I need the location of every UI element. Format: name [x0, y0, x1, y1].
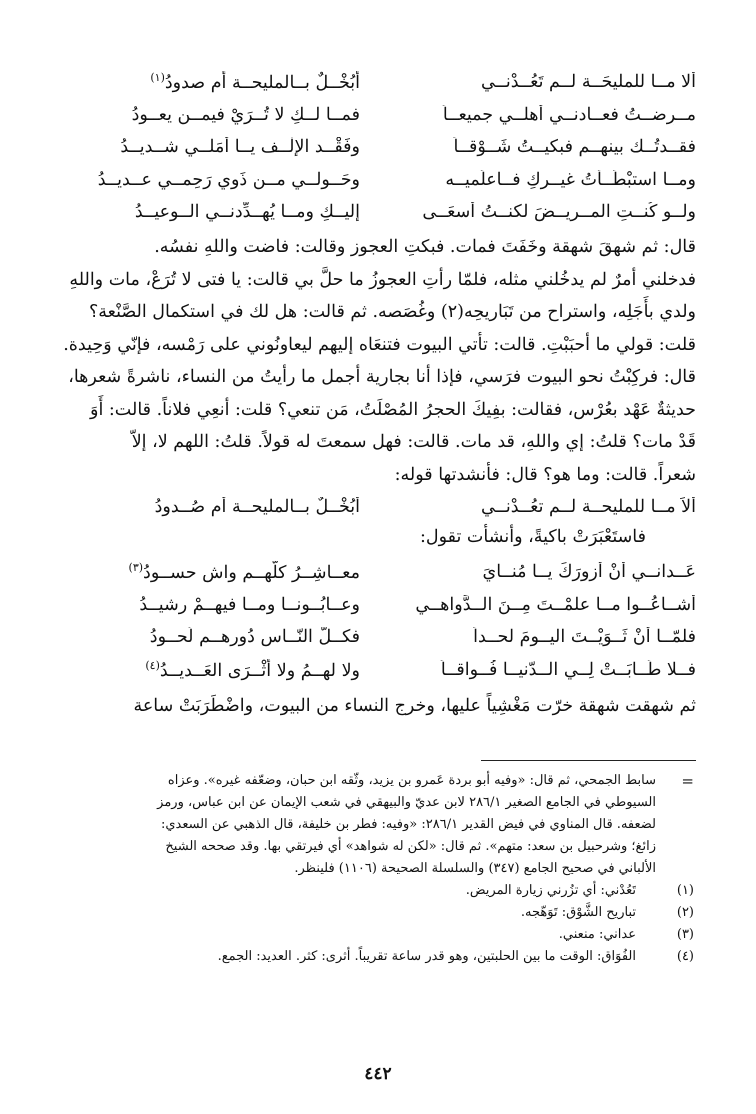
- verse-second-hemistich: [60, 595, 360, 615]
- verse-first-hemistich: فلمّــا أنْ ثَــوَيْــتَ اليــومَ لحــداً: [473, 627, 696, 648]
- footnote-item: [58, 902, 694, 924]
- verse-first-hemistich: ولــو كُنــتِ المــريــضَ لكنــتُ أسعَــى: [422, 202, 696, 223]
- footnote-text: الفُوَاق: الوقت ما بين الحلبتين، وهو قدر ساعة تقريباً. أثرى: كثر. العديد: الجمع.: [217, 949, 636, 964]
- footnote-text: تَعُدْني: أي تزُرني زيارة المريض.: [465, 883, 636, 898]
- verse-second-text: أبُخْــلٌ بــالمليحــة أم صدودُ: [164, 73, 360, 94]
- prose-line: فدخلني أمرٌ لم يدخُلني مثله، فلمّا رأتِ العجوزُ ما حلَّ بي قالت: يا فتى لا تُرَعْ، مات واللهِ: [69, 269, 696, 290]
- footnote-divider: [481, 760, 696, 761]
- verse: [60, 589, 696, 622]
- verse-first-hemistich: ألا مــا للمليحَــة لــم تَعُــدْنــي: [481, 72, 696, 93]
- continuation-line: السيوطي في الجامع الصغير ٢٨٦/١ لابن عديّ والبيهقي في شعب الإيمان عن ابن عباس، ورمز: [157, 795, 656, 810]
- verse-second-hemistich: [60, 659, 360, 681]
- prose-line: حديثةٌ عَهْد بعُرْس، فقالت: بفِيكَ الحجرُ المُصْلَتُ، مَن تنعي؟ قلت: أنعِي فلاناً. قالت: أَوَ: [90, 399, 696, 420]
- verse-second-hemistich: [60, 627, 360, 647]
- verse-second-hemistich: [60, 170, 360, 190]
- verse-second-hemistich: [60, 561, 360, 583]
- verse-second-text: فكــلُّ النّــاسِ دُورهــم لُحــودُ: [149, 627, 360, 648]
- footnote-text: عداني: منعني.: [558, 927, 636, 942]
- verse: [60, 556, 696, 589]
- continuation-line: سابط الجمحي، ثم قال: «وفيه أبو بردة عَمرو بن يزيد، وثّقه ابن حبان، وضعّفه غيره». وعزاه: [167, 773, 656, 788]
- footnote-number: (٣): [676, 927, 694, 942]
- verse: [60, 66, 696, 99]
- verse-first-hemistich: ومــا استبْطَــأْتُ غيــركِ فــاعلَميــه: [445, 169, 696, 190]
- verse-first-hemistich: أشــاعُــوا مــا علمْــتَ مِــنَ الــدَّواهــي: [415, 594, 696, 615]
- footnote-marker: (٣): [128, 561, 144, 575]
- footnotes: [58, 770, 694, 968]
- verse-first-hemistich: ألاَ مــا للمليحــة لــم تعُــدْنــي: [481, 497, 696, 518]
- footnote-item: [58, 880, 694, 902]
- verse-first-hemistich: مــرِضــتُ فعــادنــي أهلــي جميعــاً: [442, 104, 696, 125]
- footnote-marker: (١): [150, 71, 165, 85]
- verse: [60, 196, 696, 229]
- prose-closing: [58, 690, 696, 723]
- prose-line: ولدي بأَجَلِه، واستراح من تَبَاريحِه(٢) وغُصَصه. ثم قالت: هل لك في استكمال الصَّنْعة؟: [88, 302, 696, 322]
- footnote-item: [58, 946, 694, 968]
- footnote-continuation: [58, 770, 694, 880]
- verse-second-hemistich: [60, 105, 360, 125]
- continuation-line: الألباني في صحيح الجامع (٣٤٧) والسلسلة الصحيحة (١١٠٦) فلينظر.: [294, 861, 656, 876]
- verse-second-hemistich: [60, 202, 360, 222]
- prose-line: قلت: قولي ما أحبَبْتِ. قالت: تأتي البيوت فتنعَاه إليهم ليعاونُوني على رَمْسه، فإنّي وَحِيدة.: [63, 334, 696, 355]
- verse: [60, 491, 696, 524]
- verse: [60, 654, 696, 687]
- prose-line: قَدْ مات؟ قلتُ: إي واللهِ، قد مات. قالت: فهل سمعتَ له قولاً. قلتُ: اللهم لا، إلاّ: [131, 432, 696, 452]
- verse-second-text: وعــابُــونــا ومــا فيهِــمْ رشيــدُ: [139, 594, 360, 615]
- footnote-text: تباريح الشَّوْق: تَوَهّجه.: [520, 905, 636, 920]
- poem-second: [60, 556, 696, 686]
- poem-first: [60, 66, 696, 229]
- continuation-line: زائغ؛ وشرحبيل بن سعد: متهم». ثم قال: «لكن له شواهد» أي فيرتقي بها. وقد صححه الشيخ: [165, 839, 656, 854]
- continuation-mark: =: [681, 772, 694, 790]
- footnote-number: (٢): [676, 905, 694, 920]
- verse: [60, 99, 696, 132]
- footnote-item: [58, 924, 694, 946]
- verse-second-text: ولا لهــمُ ولا أثْــرَى العَــديــدُ: [159, 660, 360, 681]
- verse-second-text: وحَــولــي مــن ذَوِي رَحِمــي عــديــدُ: [97, 169, 360, 190]
- verse-second-hemistich: أبُخْــلٌ بــالمليحــة أم صُــدودُ: [154, 497, 360, 518]
- verse-second-hemistich: [60, 137, 360, 157]
- verse-first-hemistich: فقــدتُــك بينهــم فبكيــتُ شَــوْقــاً: [453, 137, 696, 158]
- verse-second-text: فمــا لــكِ لا تُــرَيْ فيمــن يعــودُ: [131, 104, 360, 125]
- verse-second-hemistich: [60, 71, 360, 93]
- continuation-text: [58, 770, 656, 880]
- verse-second-text: إليــكِ ومــا يُهــدِّدنــي الــوعيــدُ: [134, 202, 360, 223]
- closing-line: ثم شهقت شهقة خرّت مَغْشِياً عليها، وخرج النساء من البيوت، واضْطَرَبَتْ ساعة: [133, 696, 696, 716]
- verse: [60, 621, 696, 654]
- verse-first-hemistich: فــلا طَــابَــتْ لِــي الــدّنيــا فُــواقــاً: [440, 659, 696, 680]
- page-number: ٤٤٢: [364, 1064, 392, 1084]
- footnote-number: (٤): [676, 949, 694, 964]
- verse: [60, 131, 696, 164]
- footnote-list: [58, 880, 694, 968]
- prose-narrative: [58, 231, 696, 491]
- prose-line: قال: فركِبْتُ نحو البيوت فرَسي، فإذا أنا بجارية أجمل ما رأيتُ من النساء، ناشرةً شعرها،: [68, 367, 696, 387]
- verse-second-text: وفَقْــد الإلْــف يــا أَمَلــي شــديــدُ: [120, 137, 360, 158]
- footnote-number: (١): [676, 883, 694, 898]
- prose-line: قال: ثم شهقَ شهقة وخَفَتَ فمات. فبكتِ العجوز وقالت: فاضت واللهِ نفسُه.: [154, 237, 696, 257]
- transition-line: فاستَعْبَرَتْ باكيةً، وأنشأت تقول:: [419, 527, 646, 547]
- verse-second-text: معــاشِــرُ كلُّهــم واشٍ حســودُ: [143, 563, 360, 584]
- prose-transition: [58, 521, 646, 554]
- continuation-line: لضعفه. قال المناوي في فيض القدير ٢٨٦/١: «وفيه: فطر بن خليفة، قال الذهبي عن السعدي:: [160, 817, 656, 832]
- footnote-marker: (٤): [145, 658, 160, 672]
- prose-line: شعراً. قالت: وما هو؟ قال: فأنشدتها قوله:: [394, 464, 696, 485]
- poem-repeat: [60, 491, 696, 524]
- verse: [60, 164, 696, 197]
- verse-first-hemistich: عَــدانــي أنْ أزورَكَ يــا مُنــايَ: [482, 562, 696, 583]
